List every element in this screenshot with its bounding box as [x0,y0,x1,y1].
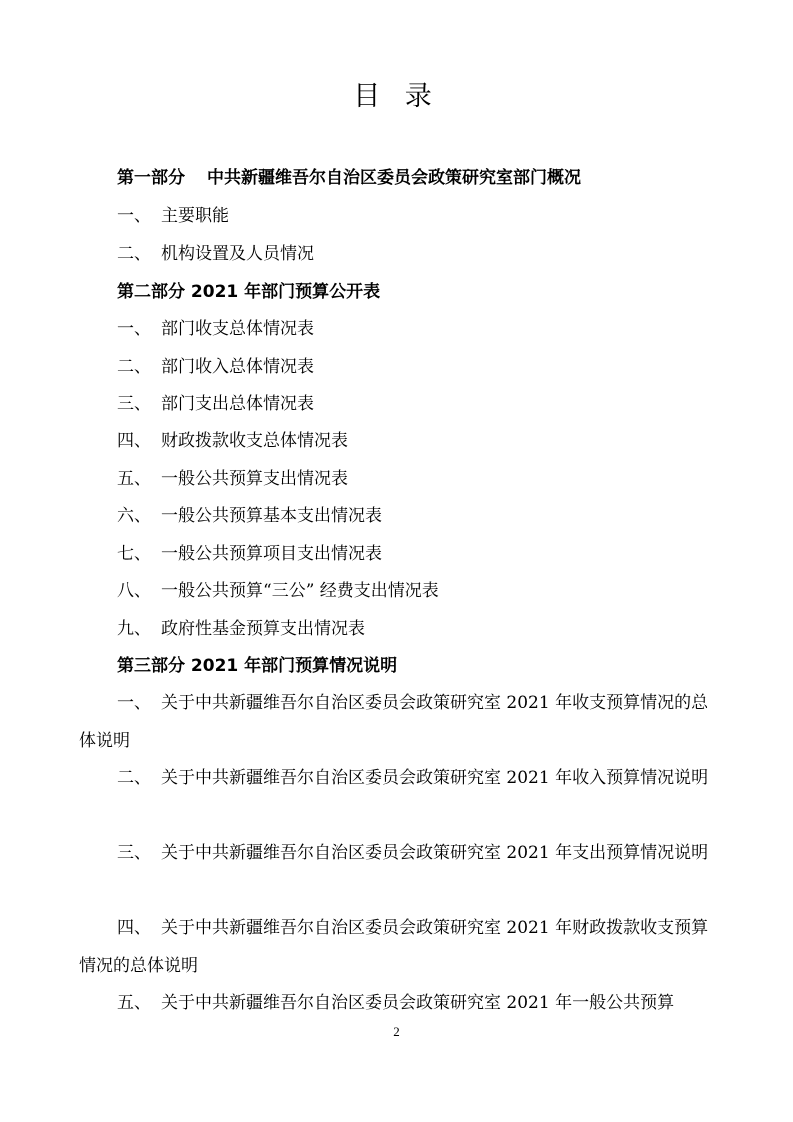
toc-item-number: 四、 [117,918,151,938]
toc-item-text: 关于中共新疆维吾尔自治区委员会政策研究室 2021 年收入预算情况说明 [161,768,709,788]
toc-item-text: 关于中共新疆维吾尔自治区委员会政策研究室 2021 年一般公共预算 [161,993,675,1013]
toc-item [117,242,314,266]
toc-item-number: 九、 [117,619,151,639]
part2-heading: 第二部分 2021 年部门预算公开表 [117,282,381,302]
toc-item-text: 机构设置及人员情况 [161,244,314,264]
toc-item-number: 一、 [117,206,151,226]
toc-item-text: 一般公共预算支出情况表 [161,469,348,489]
toc-item-number: 二、 [117,357,151,377]
toc-item-number: 三、 [117,394,151,414]
toc-item-text: 政府性基金预算支出情况表 [161,619,365,639]
toc-item-text: 一般公共预算项目支出情况表 [161,544,382,564]
toc-item-text: 一般公共预算基本支出情况表 [161,506,382,526]
toc-item-text: 一般公共预算“三公” 经费支出情况表 [161,581,439,601]
toc-paragraph [79,759,713,797]
toc-paragraph [79,984,713,1022]
toc-item [117,542,382,566]
toc-item-text: 关于中共新疆维吾尔自治区委员会政策研究室 2021 年收支预算情况的总体说明 [79,693,709,751]
page-title: 目 录 [353,81,440,112]
toc-item-number: 六、 [117,506,151,526]
toc-item [117,355,314,379]
toc-item-number: 四、 [117,431,151,451]
toc-item-number: 三、 [117,843,151,863]
toc-item [117,467,348,491]
toc-item [117,204,229,228]
toc-paragraph [79,834,713,872]
toc-item-text: 财政拨款收支总体情况表 [161,431,348,451]
toc-item-text: 部门收支总体情况表 [161,319,314,339]
toc-item-number: 五、 [117,993,151,1013]
part1-title: 中共新疆维吾尔自治区委员会政策研究室部门概况 [207,168,581,188]
toc-item-text: 关于中共新疆维吾尔自治区委员会政策研究室 2021 年支出预算情况说明 [161,843,709,863]
toc-item-text: 部门支出总体情况表 [161,394,314,414]
toc-item-number: 七、 [117,544,151,564]
toc-paragraph [79,909,713,985]
toc-item-number: 一、 [117,693,151,713]
part3-heading: 第三部分 2021 年部门预算情况说明 [117,656,398,676]
toc-item [117,317,314,341]
toc-item-text: 关于中共新疆维吾尔自治区委员会政策研究室 2021 年财政拨款收支预算情况的总体说明 [79,918,709,976]
toc-item [117,504,382,528]
toc-item-text: 部门收入总体情况表 [161,357,314,377]
toc-item-number: 一、 [117,319,151,339]
toc-item-number: 五、 [117,469,151,489]
toc-item [117,617,365,641]
toc-item [117,579,439,603]
toc-item [117,392,314,416]
part1-heading: 第一部分 [117,168,185,188]
toc-item-number: 八、 [117,581,151,601]
page-number: 2 [393,1024,400,1039]
toc-paragraph [79,684,713,760]
part1-heading-line [117,166,581,190]
toc-item-text: 主要职能 [161,206,229,226]
toc-item-number: 二、 [117,244,151,264]
toc-item [117,429,348,453]
toc-item-number: 二、 [117,768,151,788]
